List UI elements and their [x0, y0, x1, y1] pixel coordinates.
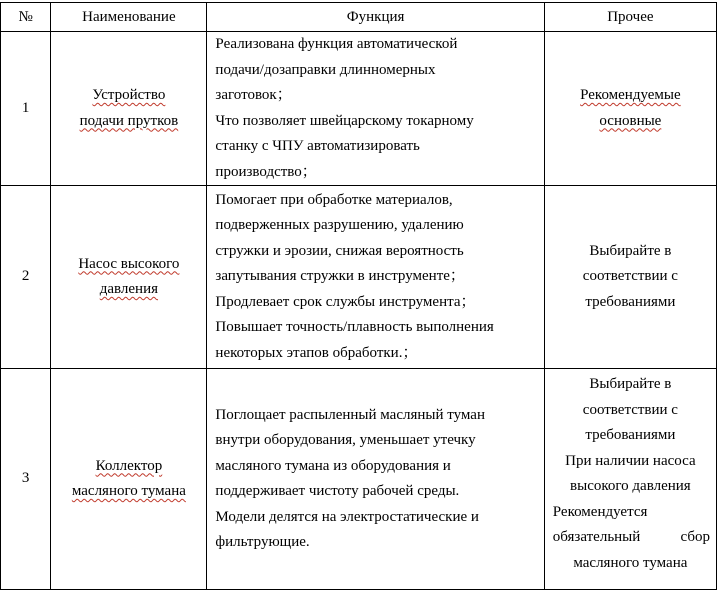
other-line: Выбирайте в: [589, 376, 672, 392]
function-line: внутри оборудования, уменьшает утечку: [215, 432, 476, 448]
other-justified-line: [545, 525, 716, 551]
row-name-cell: [51, 32, 207, 186]
function-line: некоторых этапов обработки.；: [215, 344, 418, 361]
function-line: стружки и эрозии, снижая вероятность: [215, 242, 464, 259]
header-other: Прочее: [544, 3, 716, 32]
function-line: подачи/дозаправки длинномерных: [215, 61, 436, 78]
function-line: Модели делятся на электростатические и: [215, 508, 479, 525]
row-name-cell: [51, 369, 207, 590]
header-number: №: [1, 3, 51, 32]
row-function-cell: [207, 369, 544, 590]
function-line: фильтрующие.: [215, 534, 310, 550]
row-function-cell: [207, 32, 544, 186]
table-row: [1, 369, 717, 590]
row-name-line: Устройство: [92, 87, 166, 103]
other-line: масляного тумана: [573, 554, 688, 571]
row-other-cell: [544, 369, 716, 590]
function-line: Что позволяет швейцарскому токарному: [215, 112, 474, 129]
function-line: подверженных разрушению, удалению: [215, 217, 464, 234]
table-row: [1, 186, 717, 369]
other-line: высокого давления: [570, 478, 691, 494]
function-line: станку с ЧПУ автоматизировать: [215, 138, 420, 154]
row-name-cell: [51, 186, 207, 369]
other-line: Рекомендуется: [552, 503, 648, 520]
table-row: [1, 32, 717, 186]
function-line: Продлевает срок службы инструмента；: [215, 293, 476, 310]
function-line: масляного тумана из оборудования и: [215, 457, 451, 474]
row-number: 2: [1, 186, 51, 369]
header-function: Функция: [207, 3, 544, 32]
other-cell-content: [545, 369, 716, 576]
function-line: Повышает точность/плавность выполнения: [215, 319, 494, 336]
other-word: обязательный: [552, 529, 641, 545]
other-line: основные: [599, 112, 662, 129]
header-name: Наименование: [51, 3, 207, 32]
row-other-cell: [544, 186, 716, 369]
row-name-line: масляного тумана: [71, 483, 186, 499]
function-line: Помогает при обработке материалов,: [215, 191, 453, 208]
other-word: сбор: [680, 529, 710, 545]
other-line: соответствии с: [582, 401, 678, 418]
other-line: соответствии с: [582, 268, 678, 285]
row-name-line: давления: [99, 281, 159, 297]
table-header-row: [1, 3, 717, 32]
row-number: 3: [1, 369, 51, 590]
other-line: Рекомендуемые: [580, 87, 681, 103]
other-line: Выбирайте в: [589, 242, 672, 259]
function-line: производство；: [215, 163, 317, 180]
other-line: При наличии насоса: [565, 452, 696, 469]
other-line: требованиями: [585, 293, 676, 310]
row-name-line: Коллектор: [95, 457, 163, 474]
other-line: требованиями: [585, 427, 676, 443]
function-line: заготовок；: [215, 87, 292, 103]
function-line: поддерживает чистоту рабочей среды.: [215, 483, 460, 499]
equipment-table: [0, 2, 717, 590]
row-function-cell: [207, 186, 544, 369]
function-line: запутывания стружки в инструменте；: [215, 268, 465, 285]
row-other-cell: [544, 32, 716, 186]
row-name-line: Насос высокого: [78, 255, 180, 272]
function-line: Реализована функция автоматической: [215, 36, 458, 52]
function-line: Поглощает распыленный масляный туман: [215, 406, 485, 423]
row-name-line: подачи прутков: [79, 112, 179, 129]
row-number: 1: [1, 32, 51, 186]
